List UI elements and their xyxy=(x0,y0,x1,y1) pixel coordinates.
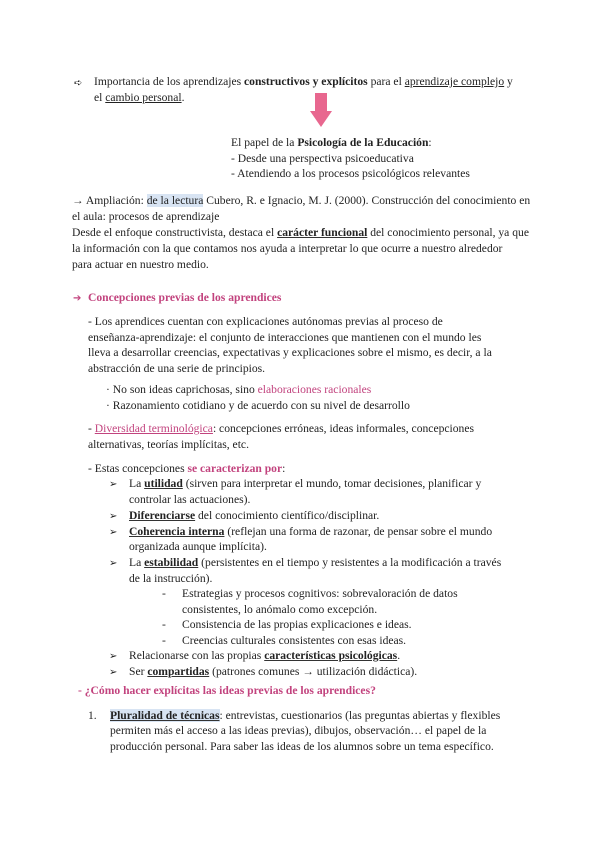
intro-underline-1: aprendizaje complejo xyxy=(404,75,505,88)
ampliacion-pre: → Ampliación: xyxy=(72,194,147,207)
intro-text: Importancia de los aprendizajes xyxy=(94,75,245,88)
ser-pre: Ser xyxy=(129,665,148,678)
estabilidad-line-2: de la instrucción). xyxy=(129,572,213,585)
ampliacion-line-4: la información con la que contamos nos ayuda a interpretar lo que ocurre a nuestro alrededor xyxy=(72,242,503,255)
ampliacion-line-2: el aula: procesos de aprendizaje xyxy=(72,210,220,223)
dash-bullet: - xyxy=(162,618,166,631)
ser-bold: compartidas xyxy=(147,665,210,678)
como-line-2: permiten más el acceso a las ideas previas), dibujos, observación… el papel de la xyxy=(110,724,487,737)
utilidad-line-2: controlar las actuaciones). xyxy=(129,493,251,506)
ampliacion-bold: carácter funcional xyxy=(277,226,368,239)
ser-post: (patrones comunes → utilización didáctica). xyxy=(209,665,418,678)
intro-line-2 xyxy=(94,90,184,106)
sub1-pre: · No son ideas caprichosas, sino xyxy=(106,383,258,396)
coh-bold: Coherencia interna xyxy=(129,525,225,538)
psico-item-2: - Atendiendo a los procesos psicológicos relevantes xyxy=(231,167,470,180)
ampliacion-post: Cubero, R. e Ignacio, M. J. (2000). Construcción del conocimiento en xyxy=(203,194,531,207)
sub1-pink: elaboraciones racionales xyxy=(257,383,372,396)
car-pink: se caracterizan por xyxy=(187,462,283,475)
intro-line2-post: . xyxy=(181,91,185,104)
concepciones-p1-line-4: abstracción de una serie de principios. xyxy=(88,362,266,375)
car-pre: - Estas concepciones xyxy=(88,462,188,475)
psico-pre: El papel de la xyxy=(231,136,298,149)
util-bold: utilidad xyxy=(144,477,183,490)
coherencia-line-2: organizada aunque implícita). xyxy=(129,540,267,553)
arrow-right-icon: ➔ xyxy=(73,293,82,304)
list-arrow-icon: ➢ xyxy=(109,527,118,538)
como-line-3: producción personal. Para saber las ideas de los alumnos sobre un tema específico. xyxy=(110,740,494,753)
estabilidad-sub-1: Estrategias y procesos cognitivos: sobrevaloración de datos xyxy=(182,587,458,600)
compartidas-line xyxy=(129,664,417,680)
diversidad-line-1 xyxy=(88,421,568,437)
list-arrow-icon: ➢ xyxy=(109,651,118,662)
sub-item-2: · Razonamiento cotidiano y de acuerdo con su nivel de desarrollo xyxy=(106,399,410,412)
intro-mid2: y xyxy=(504,75,513,88)
utilidad-line-1 xyxy=(129,476,569,492)
estabilidad-sub-2: Consistencia de las propias explicaciones e ideas. xyxy=(182,618,412,631)
ampliacion-line-1 xyxy=(72,193,562,209)
list-arrow-icon: ➢ xyxy=(109,479,118,490)
ampliacion-l3-pre: Desde el enfoque constructivista, destaca el xyxy=(72,226,278,239)
intro-line-1 xyxy=(94,74,564,90)
como-title: - ¿Cómo hacer explícitas las ideas previas de los aprendices? xyxy=(78,684,376,697)
psico-bold: Psicología de la Educación xyxy=(297,136,429,149)
caracterizan-line xyxy=(88,461,285,477)
diferenciarse-line xyxy=(129,508,379,524)
diversidad-line-2: alternativas, teorías implícitas, etc. xyxy=(88,438,249,451)
intro-mid: para el xyxy=(367,75,405,88)
relacionarse-line xyxy=(129,648,400,664)
estabilidad-sub-1-line-2: consistentes, lo anómalo como excepción. xyxy=(182,603,378,616)
car-post: : xyxy=(282,462,286,475)
ampliacion-line-5: para actuar en nuestro medio. xyxy=(72,258,209,271)
psico-post: : xyxy=(428,136,432,149)
est-bold: estabilidad xyxy=(144,556,199,569)
concepciones-p1-line-3: lleva a desarrollar creencias, expectativas y explicaciones sobre el mismo, es decir, a la xyxy=(88,346,492,359)
coh-post: (reflejan una forma de razonar, de pensar sobre el mundo xyxy=(224,525,493,538)
bullet-icon: ➪ xyxy=(74,78,83,89)
rel-post: . xyxy=(397,649,401,662)
como-post: : entrevistas, cuestionarios (las preguntas abiertas y flexibles xyxy=(219,709,501,722)
est-post: (persistentes en el tiempo y resistentes a la modificación a través xyxy=(198,556,502,569)
intro-underline-2: cambio personal xyxy=(105,91,182,104)
dash-bullet: - xyxy=(162,634,166,647)
concepciones-p1-line-2: enseñanza-aprendizaje: el conjunto de interacciones que mantienen con el mundo les xyxy=(88,331,482,344)
down-arrow-icon xyxy=(310,93,332,127)
dif-post: del conocimiento científico/disciplinar. xyxy=(195,509,380,522)
ampliacion-line-3 xyxy=(72,225,572,241)
dif-bold: Diferenciarse xyxy=(129,509,196,522)
util-post: (sirven para interpretar el mundo, tomar decisiones, planificar y xyxy=(182,477,482,490)
ampliacion-l3-post: del conocimiento personal, ya que xyxy=(367,226,529,239)
coherencia-line-1 xyxy=(129,524,569,540)
div-post: : concepciones erróneas, ideas informales, concepciones xyxy=(212,422,475,435)
concepciones-p1-line-1: - Los aprendices cuentan con explicaciones autónomas previas al proceso de xyxy=(88,315,443,328)
psico-title xyxy=(231,135,432,151)
rel-bold: características psicológicas xyxy=(264,649,398,662)
rel-pre: Relacionarse con las propias xyxy=(129,649,265,662)
ampliacion-highlight: de la lectura xyxy=(146,194,204,207)
list-arrow-icon: ➢ xyxy=(109,511,118,522)
sub-item-1 xyxy=(106,382,371,398)
est-pre: La xyxy=(129,556,145,569)
estabilidad-line-1 xyxy=(129,555,569,571)
concepciones-title: Concepciones previas de los aprendices xyxy=(88,291,282,304)
list-arrow-icon: ➢ xyxy=(109,558,118,569)
util-pre: La xyxy=(129,477,145,490)
intro-line2-pre: el xyxy=(94,91,106,104)
list-arrow-icon: ➢ xyxy=(109,667,118,678)
div-pink: Diversidad terminológica xyxy=(94,422,213,435)
como-bold: Pluralidad de técnicas xyxy=(110,709,220,722)
list-number: 1. xyxy=(88,709,97,722)
estabilidad-sub-3: Creencias culturales consistentes con esas ideas. xyxy=(182,634,407,647)
intro-bold: constructivos y explícitos xyxy=(244,75,368,88)
como-line-1 xyxy=(110,708,570,724)
div-pre: - xyxy=(88,422,95,435)
dash-bullet: - xyxy=(162,587,166,600)
psico-item-1: - Desde una perspectiva psicoeducativa xyxy=(231,152,414,165)
